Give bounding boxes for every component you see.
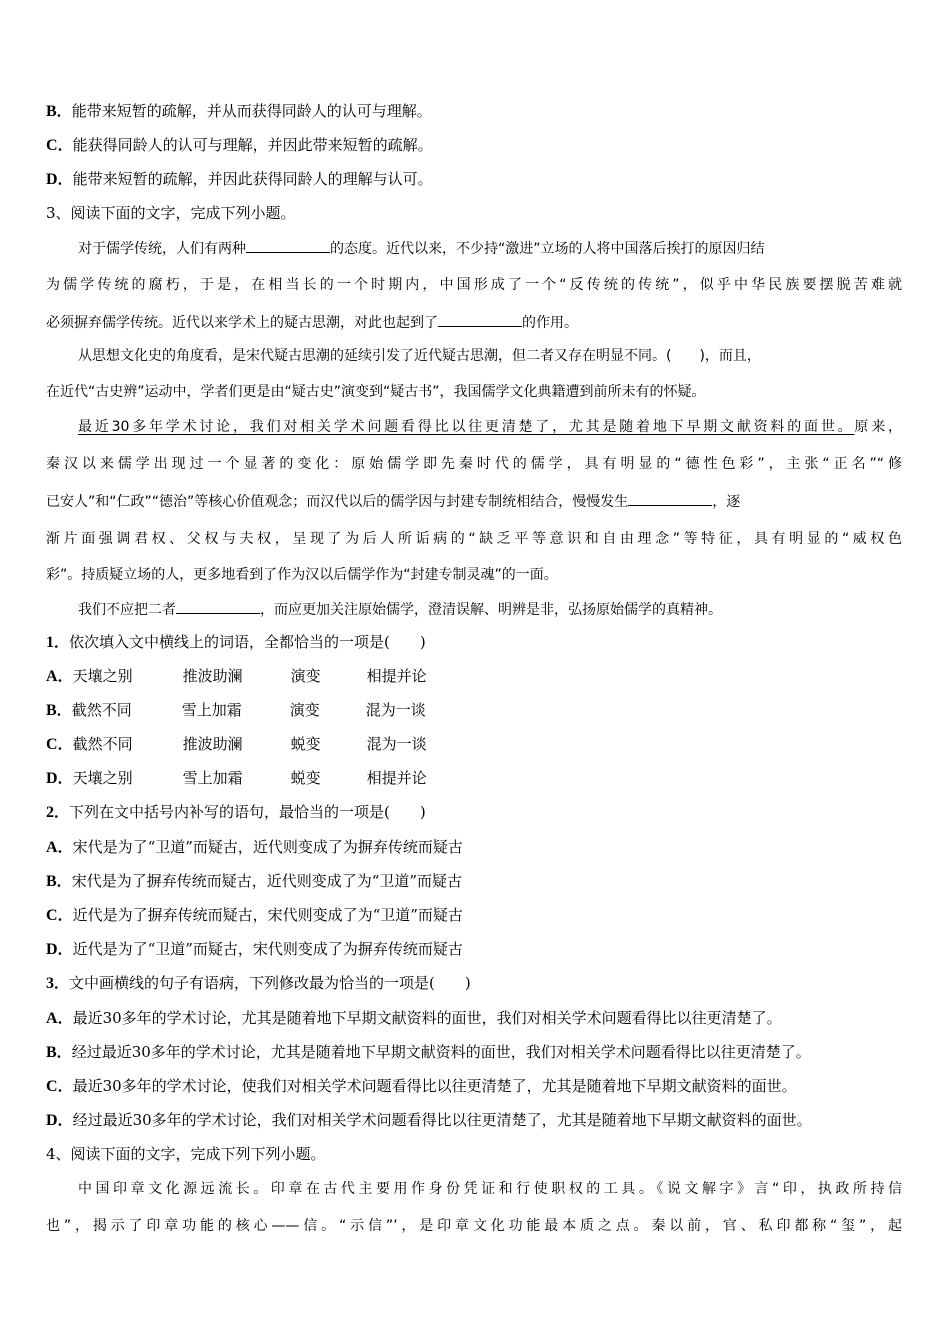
option-letter: B bbox=[46, 1044, 57, 1061]
option-row: C．截然不同 推波助澜 蜕变 混为一谈 bbox=[46, 735, 427, 753]
passage-line: 也”，揭示了印章功能的核心——信。“示信”’，是印章文化功能最本质之点。秦以前，官、私印都称“玺”，起 bbox=[46, 1218, 902, 1234]
option-word: 推波助澜 bbox=[182, 735, 243, 753]
option-text: 经过最近30多年的学术讨论，我们对相关学术问题看得比以往更清楚了，尤其是随着地下早期文献资料的面世。 bbox=[72, 1111, 812, 1129]
passage-text: ，而应更加关注原始儒学，澄清误解、明辨是非，弘扬原始儒学的真精神。 bbox=[260, 602, 722, 618]
fill-blank bbox=[246, 238, 330, 253]
question-text: 依次填入文中横线上的词语，全都恰当的一项是( ) bbox=[69, 633, 426, 651]
option-word: 天壤之别 bbox=[72, 769, 133, 787]
passage-line: 从思想文化史的角度看，是宋代疑古思潮的延续引发了近代疑古思潮，但二者又存在明显不同。( )，而且， bbox=[78, 348, 761, 364]
option-word: 蜕变 bbox=[290, 735, 321, 753]
option-letter: B bbox=[46, 702, 57, 719]
passage-text: 的态度。近代以来，不少持“激进”立场的人将中国落后挨打的原因归结 bbox=[330, 241, 765, 257]
passage-text: 的作用。 bbox=[522, 315, 578, 331]
option-word: 相提并论 bbox=[366, 667, 427, 685]
passage-text: ，逐 bbox=[712, 494, 741, 510]
passage-text: 必须摒弃儒学传统。近代以来学术上的疑古思潮，对此也起到了 bbox=[46, 315, 438, 331]
option-word: 混为一谈 bbox=[365, 701, 426, 719]
option-row: B．宋代是为了摒弃传统而疑古，近代则变成了为“卫道”而疑古 bbox=[46, 872, 463, 890]
option-row: A．最近30多年的学术讨论，尤其是随着地下早期文献资料的面世，我们对相关学术问题看得比以往更清楚了。 bbox=[46, 1009, 782, 1027]
option-letter: A bbox=[46, 839, 58, 856]
option-word: 相提并论 bbox=[366, 769, 427, 787]
option-letter: D bbox=[46, 171, 58, 188]
option-letter: D bbox=[46, 1112, 58, 1129]
section-heading: 3、阅读下面的文字，完成下列小题。 bbox=[46, 204, 296, 222]
question-number: 3 bbox=[46, 975, 54, 992]
option-word: 天壤之别 bbox=[72, 667, 133, 685]
passage-line: 渐片面强调君权、父权与夫权，呈现了为后人所诟病的“缺乏平等意识和自由理念”等特征，具有明显的“威权色 bbox=[46, 531, 902, 547]
option-text: 近代是为了摒弃传统而疑古，宋代则变成了为“卫道”而疑古 bbox=[72, 906, 463, 924]
fill-blank bbox=[438, 312, 522, 327]
fill-blank bbox=[176, 599, 260, 614]
option-word: 雪上加霜 bbox=[182, 769, 243, 787]
option-word: 推波助澜 bbox=[182, 667, 243, 685]
passage-line: 在近代“古史辨”运动中，学者们更是由“疑古史”演变到“疑古书”，我国儒学文化典籍遭到前所未有的怀疑。 bbox=[46, 384, 706, 400]
option-letter: B bbox=[46, 103, 57, 120]
option-word: 混为一谈 bbox=[366, 735, 427, 753]
passage-line: 中国印章文化源远流长。印章在古代主要用作身份凭证和行使职权的工具。《说文解字》言“印，执政所持信 bbox=[78, 1181, 902, 1197]
option-word: 蜕变 bbox=[290, 769, 321, 787]
question-stem: 3．文中画横线的句子有语病，下列修改最为恰当的一项是( ) bbox=[46, 974, 471, 992]
option-row: C．近代是为了摒弃传统而疑古，宋代则变成了为“卫道”而疑古 bbox=[46, 906, 463, 924]
option-word: 雪上加霜 bbox=[181, 701, 242, 719]
option-row: B．经过最近30多年的学术讨论，尤其是随着地下早期文献资料的面世，我们对相关学术问题看得比以往更清楚了。 bbox=[46, 1043, 811, 1061]
option-text: 能获得同龄人的认可与理解，并因此带来短暂的疏解。 bbox=[72, 136, 433, 154]
option-row: B．截然不同 雪上加霜 演变 混为一谈 bbox=[46, 701, 426, 719]
question-text: 下列在文中括号内补写的语句，最恰当的一项是( ) bbox=[69, 803, 426, 821]
option-row: D．近代是为了“卫道”而疑古，宋代则变成了为摒弃传统而疑古 bbox=[46, 940, 463, 958]
option-row: D．天壤之别 雪上加霜 蜕变 相提并论 bbox=[46, 769, 427, 787]
option-word: 演变 bbox=[289, 701, 320, 719]
option-word: 截然不同 bbox=[72, 735, 133, 753]
passage-text: 已安人”和“仁政”“德治”等核心价值观念；而汉代以后的儒学因与封建专制统相结合，慢慢发生 bbox=[46, 494, 629, 510]
passage-line bbox=[46, 312, 902, 333]
passage-line bbox=[46, 599, 902, 620]
section-heading: 4、阅读下面的文字，完成下列下列小题。 bbox=[46, 1145, 326, 1163]
option-letter: D bbox=[46, 941, 58, 958]
passage-line: 彩”。持质疑立场的人，更多地看到了作为汉以后儒学作为“封建专制灵魂”的一面。 bbox=[46, 567, 558, 583]
option-text: 能带来短暂的疏解，并因此获得同龄人的理解与认可。 bbox=[72, 170, 433, 188]
passage-line: 秦汉以来儒学出现过一个显著的变化：原始儒学即先秦时代的儒学，具有明显的“德性色彩”，主张“正名”“修 bbox=[46, 456, 902, 472]
passage-line bbox=[46, 238, 902, 259]
option-row: C．能获得同龄人的认可与理解，并因此带来短暂的疏解。 bbox=[46, 136, 433, 154]
option-row: D．能带来短暂的疏解，并因此获得同龄人的理解与认可。 bbox=[46, 170, 433, 188]
option-text: 最近30多年的学术讨论，使我们对相关学术问题看得比以往更清楚了，尤其是随着地下早期文献资料的面世。 bbox=[72, 1077, 797, 1095]
passage-line bbox=[46, 417, 902, 437]
option-text: 宋代是为了“卫道”而疑古，近代则变成了为摒弃传统而疑古 bbox=[72, 838, 463, 856]
option-word: 演变 bbox=[290, 667, 321, 685]
option-row: C．最近30多年的学术讨论，使我们对相关学术问题看得比以往更清楚了，尤其是随着地下早期文献资料的面世。 bbox=[46, 1077, 797, 1095]
option-letter: A bbox=[46, 668, 58, 685]
option-letter: C bbox=[46, 137, 58, 154]
option-letter: A bbox=[46, 1010, 58, 1027]
option-word: 截然不同 bbox=[71, 701, 132, 719]
question-text: 文中画横线的句子有语病，下列修改最为恰当的一项是( ) bbox=[69, 974, 471, 992]
fill-blank bbox=[628, 491, 712, 506]
option-row: A．宋代是为了“卫道”而疑古，近代则变成了为摒弃传统而疑古 bbox=[46, 838, 463, 856]
passage-text: 对于儒学传统，人们有两种 bbox=[78, 241, 246, 257]
option-row: A．天壤之别 推波助澜 演变 相提并论 bbox=[46, 667, 427, 685]
option-text: 近代是为了“卫道”而疑古，宋代则变成了为摒弃传统而疑古 bbox=[72, 940, 463, 958]
option-letter: C bbox=[46, 1078, 58, 1095]
option-row: B．能带来短暂的疏解，并从而获得同龄人的认可与理解。 bbox=[46, 102, 432, 120]
passage-text: 我们不应把二者 bbox=[78, 602, 176, 618]
passage-line bbox=[46, 491, 902, 512]
underlined-sentence: 最近30多年学术讨论，我们对相关学术问题看得比以往更清楚了，尤其是随着地下早期文献资料的面世。 bbox=[78, 419, 855, 435]
question-stem: 2．下列在文中括号内补写的语句，最恰当的一项是( ) bbox=[46, 803, 426, 821]
option-text: 能带来短暂的疏解，并从而获得同龄人的认可与理解。 bbox=[71, 102, 432, 120]
question-number: 2 bbox=[46, 804, 54, 821]
option-row: D．经过最近30多年的学术讨论，我们对相关学术问题看得比以往更清楚了，尤其是随着地下早期文献资料的面世。 bbox=[46, 1111, 812, 1129]
option-text: 最近30多年的学术讨论，尤其是随着地下早期文献资料的面世，我们对相关学术问题看得比以往更清楚了。 bbox=[72, 1009, 782, 1027]
option-letter: C bbox=[46, 736, 58, 753]
option-letter: D bbox=[46, 770, 58, 787]
option-text: 宋代是为了摒弃传统而疑古，近代则变成了为“卫道”而疑古 bbox=[71, 872, 463, 890]
option-letter: C bbox=[46, 907, 58, 924]
question-stem: 1．依次填入文中横线上的词语，全都恰当的一项是( ) bbox=[46, 633, 426, 651]
question-number: 1 bbox=[46, 634, 54, 651]
option-letter: B bbox=[46, 873, 57, 890]
passage-text: 原来， bbox=[854, 419, 902, 435]
option-text: 经过最近30多年的学术讨论，尤其是随着地下早期文献资料的面世，我们对相关学术问题看得比以往更清楚了。 bbox=[71, 1043, 811, 1061]
passage-line: 为儒学传统的腐朽，于是，在相当长的一个时期内，中国形成了一个“反传统的传统”，似乎中华民族要摆脱苦难就 bbox=[46, 277, 902, 293]
